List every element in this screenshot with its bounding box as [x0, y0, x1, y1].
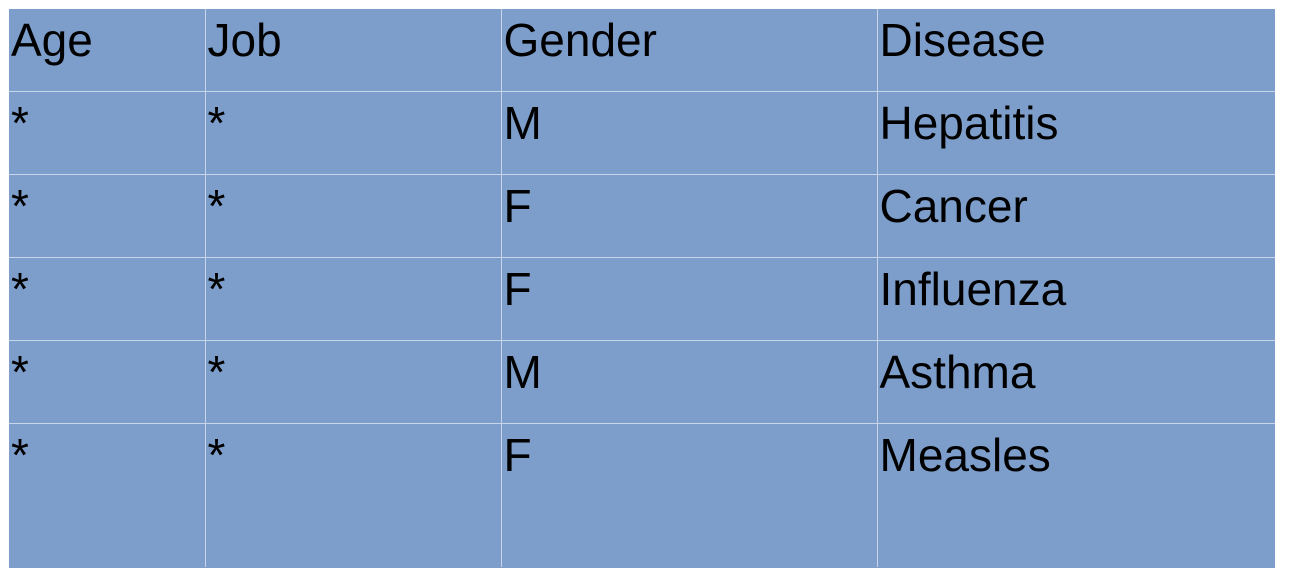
cell-age: *: [9, 424, 205, 568]
cell-job: *: [205, 341, 501, 424]
cell-age: *: [9, 258, 205, 341]
cell-job: *: [205, 258, 501, 341]
cell-gender: M: [501, 341, 877, 424]
cell-gender: F: [501, 258, 877, 341]
cell-gender: F: [501, 175, 877, 258]
table-row: [9, 258, 1275, 341]
data-table: [9, 9, 1275, 567]
header-age: Age: [9, 9, 205, 92]
table-row: [9, 175, 1275, 258]
header-disease: Disease: [877, 9, 1275, 92]
header-job: Job: [205, 9, 501, 92]
table-row: [9, 424, 1275, 568]
cell-job: *: [205, 92, 501, 175]
cell-gender: M: [501, 92, 877, 175]
cell-disease: Measles: [877, 424, 1275, 568]
cell-disease: Cancer: [877, 175, 1275, 258]
cell-gender: F: [501, 424, 877, 568]
cell-disease: Influenza: [877, 258, 1275, 341]
cell-disease: Hepatitis: [877, 92, 1275, 175]
header-row: [9, 9, 1275, 92]
cell-job: *: [205, 424, 501, 568]
table-row: [9, 341, 1275, 424]
table-container: [9, 9, 1275, 568]
cell-age: *: [9, 175, 205, 258]
cell-disease: Asthma: [877, 341, 1275, 424]
cell-job: *: [205, 175, 501, 258]
cell-age: *: [9, 341, 205, 424]
header-gender: Gender: [501, 9, 877, 92]
table-row: [9, 92, 1275, 175]
cell-age: *: [9, 92, 205, 175]
